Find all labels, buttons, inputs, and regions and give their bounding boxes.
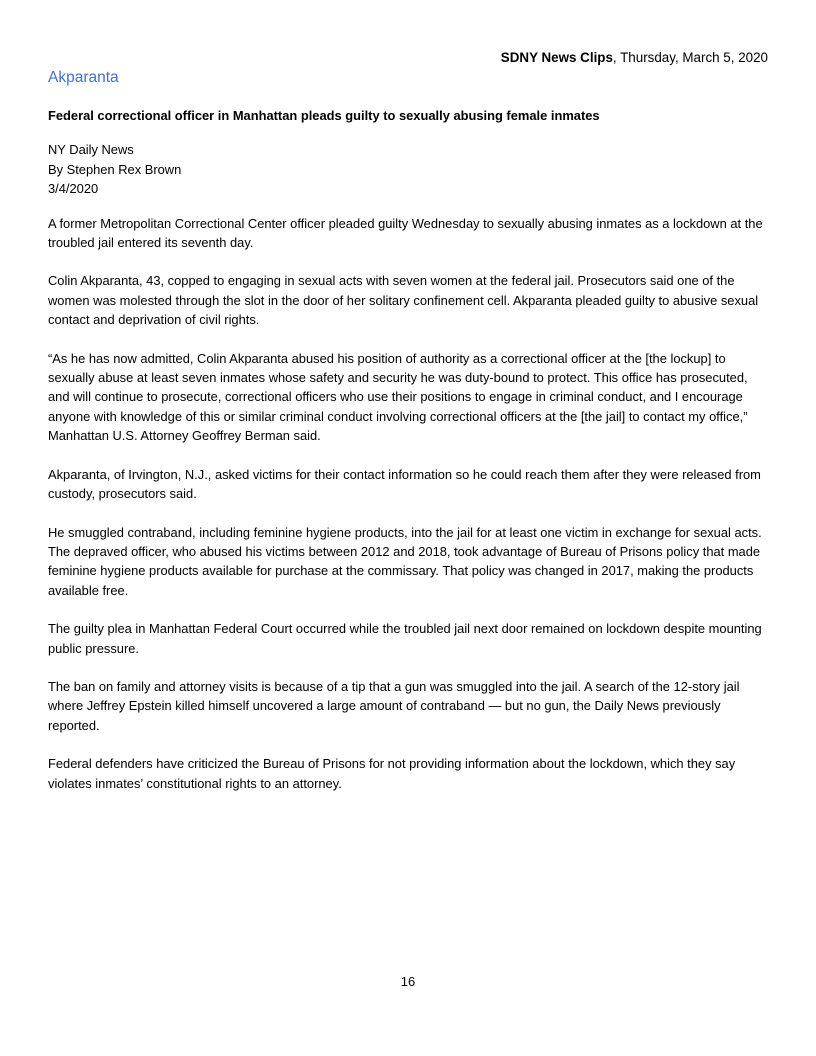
article-paragraph: The ban on family and attorney visits is because of a tip that a gun was smuggled into the jail. A search of the 12-story jail where Jeffrey Epstein killed himself uncovered a large amount of contraband — but no gun, the Daily News previously reported.: [48, 678, 740, 733]
article-paragraph: He smuggled contraband, including feminine hygiene products, into the jail for at least one victim in exchange for sexual acts. The depraved officer, who abused his victims between 2012 and 2018, took advantage of Bureau of Prisons policy that made feminine hygiene products available for purchase at the commissary. That policy was changed in 2017, making the products available free.: [48, 524, 762, 598]
header-brand: SDNY News Clips: [500, 50, 613, 65]
article-paragraph: “As he has now admitted, Colin Akparanta abused his position of authority as a correctional officer at the [the lockup] to sexually abuse at least seven inmates whose safety and security he was duty-bound to protect. This office has prosecuted, and will continue to prosecute, correctional officers who use their positions to engage in criminal conduct, and I encourage anyone with knowledge of this or similar criminal conduct involving correctional officers at the [the jail] to contact my office,” Manhattan U.S. Attorney Geoffrey Berman said.: [48, 350, 748, 444]
article-meta: [48, 140, 768, 198]
article-date: 3/4/2020: [48, 181, 99, 197]
article-paragraph: Akparanta, of Irvington, N.J., asked victims for their contact information so he could reach them after they were released from custody, prosecutors said.: [48, 466, 761, 502]
article-byline: By Stephen Rex Brown: [48, 161, 182, 177]
article-paragraph: The guilty plea in Manhattan Federal Court occurred while the troubled jail next door remained on lockdown despite mounting public pressure.: [48, 621, 762, 656]
article-paragraph: A former Metropolitan Correctional Center officer pleaded guilty Wednesday to sexually abusing inmates as a lockdown at the troubled jail entered its seventh day.: [48, 215, 763, 251]
page-header: [501, 49, 768, 66]
section-heading: Akparanta: [48, 69, 119, 86]
article-paragraph: Federal defenders have criticized the Bureau of Prisons for not providing information about the lockdown, which they say violates inmates’ constitutional rights to an attorney.: [48, 756, 736, 791]
article-source: NY Daily News: [48, 142, 134, 158]
page-number: 16: [400, 974, 416, 989]
article-paragraph: Colin Akparanta, 43, copped to engaging in sexual acts with seven women at the federal jail. Prosecutors said one of the women was molested through the slot in the door of her solitary confinement cell. Akparanta pleaded guilty to abusive sexual contact and deprivation of civil rights.: [48, 273, 759, 328]
article: [48, 106, 768, 812]
article-title: Federal correctional officer in Manhattan pleads guilty to sexually abusing female inmates: [48, 108, 600, 123]
header-date: , Thursday, March 5, 2020: [612, 50, 768, 65]
